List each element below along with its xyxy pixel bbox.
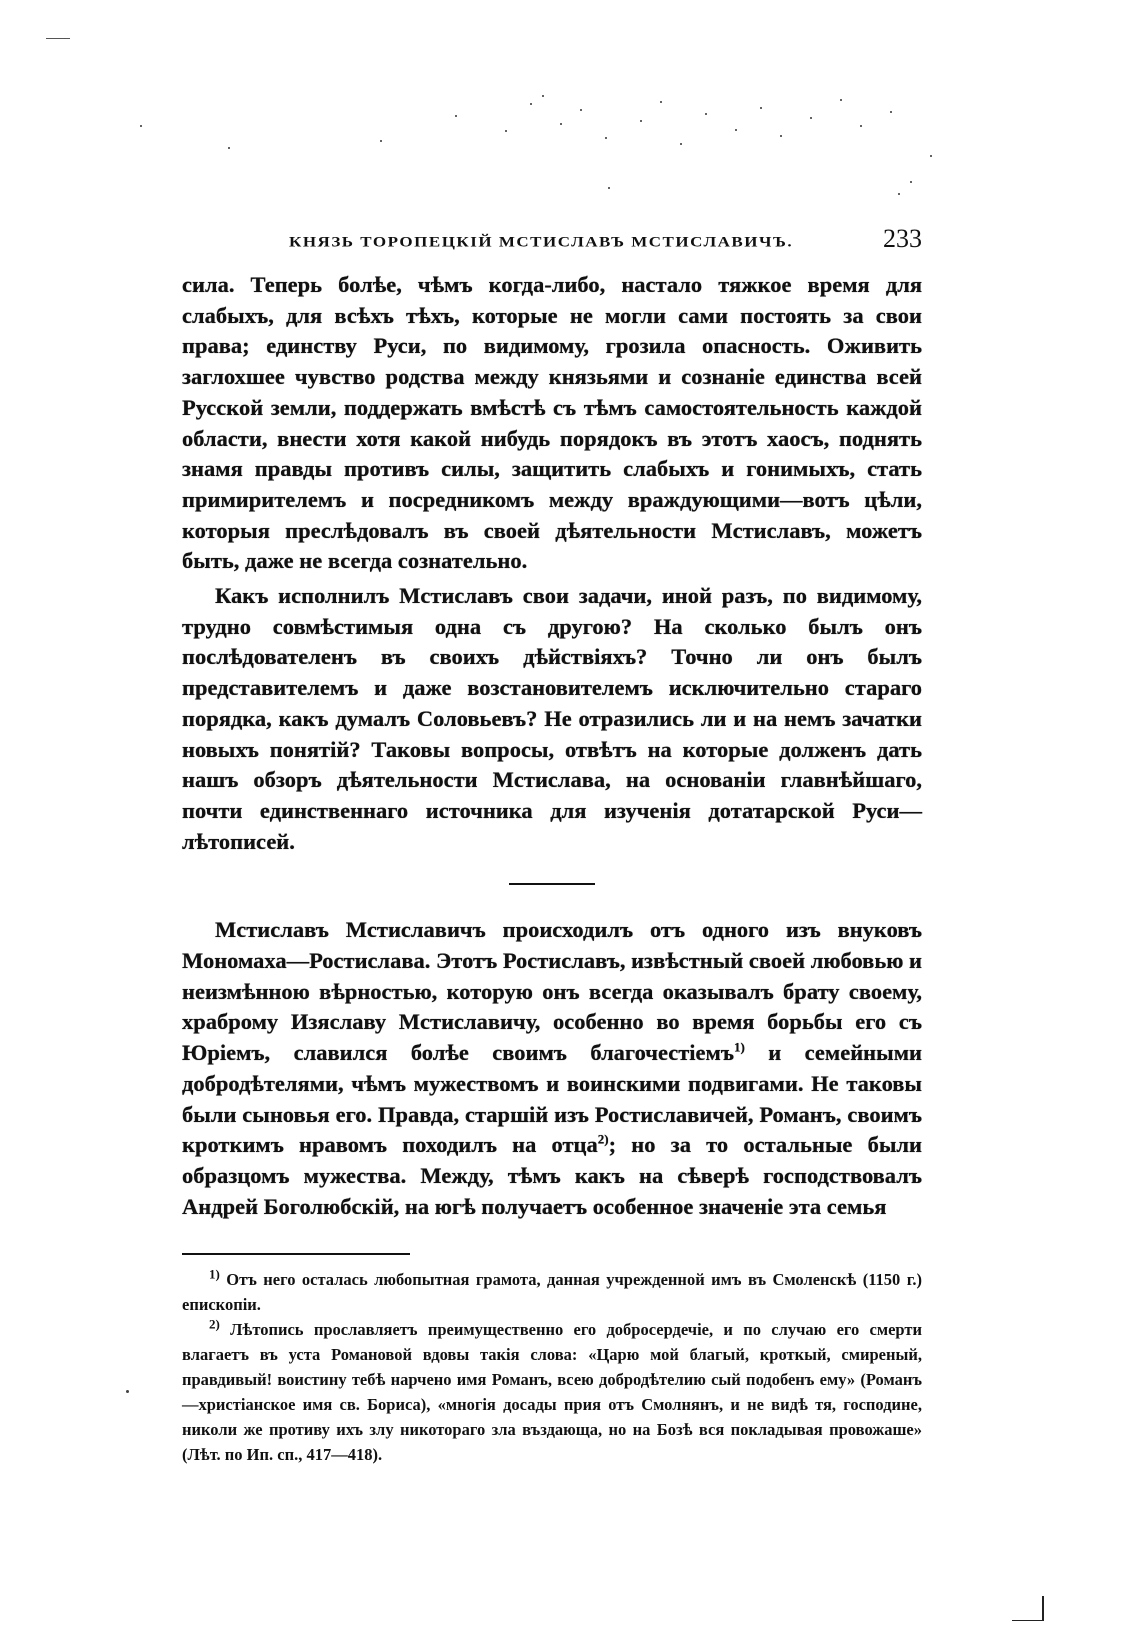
paragraph-2: Какъ исполнилъ Мстиславъ свои задачи, иной разъ, по видимому, трудно совмѣстимыя одна съ другою? На сколько былъ онъ послѣдователенъ въ своихъ дѣйствіяхъ? Точно ли онъ былъ представителемъ и даже возстановителемъ исключительно стараго порядка, какъ думалъ Соловьевъ? Не отразились ли и на немъ зачатки новыхъ понятій? Таковы вопросы, отвѣтъ на которые долженъ дать нашъ обзоръ дѣятельности Мстислава, на основаніи главнѣйшаго, почти единственнаго источника для изученія дотатарской Руси—лѣтописей. <box>182 583 922 854</box>
chapter-title: КНЯЗЬ ТОРОПЕЦКІЙ МСТИСЛАВЪ МСТИСЛАВИЧЪ. <box>289 233 794 250</box>
speck <box>890 111 892 113</box>
speck <box>530 103 532 105</box>
speck <box>840 99 842 101</box>
speck <box>680 143 682 145</box>
running-head <box>182 226 922 262</box>
footnote-marker-2: 2) <box>209 1316 220 1332</box>
speck <box>660 101 662 103</box>
paragraph-1: сила. Теперь болѣе, чѣмъ когда-либо, настало тяжкое время для слабыхъ, для всѣхъ тѣхъ, которые не могли сами постоять за свои права; единству Руси, по видимому, грозила опасность. Оживить заглохшее чувство родства между князьями и сознаніе единства всей Русской земли, поддержать вмѣстѣ съ тѣмъ самостоятельность каждой области, внести хотя какой нибудь порядокъ въ этотъ хаосъ, поднять знамя правды противъ силы, защитить слабыхъ и гонимыхъ, стать примирителемъ и посредникомъ между враждующими—вотъ цѣли, которыя преслѣдовалъ въ своей дѣятельности Мстиславъ, можетъ быть, даже не всегда сознательно. <box>182 272 922 574</box>
speck <box>705 113 707 115</box>
speck <box>455 115 457 117</box>
scan-speck <box>126 1390 129 1393</box>
speck <box>140 125 142 127</box>
paragraph-3-part-2: и семейными добродѣтелями, чѣмъ мужествомъ и воинскими подвигами. Не таковы были сыновья его. Правда, старшій изъ Ростиславичей, Романъ, своимъ кроткимъ нравомъ походилъ на отца <box>182 1040 922 1158</box>
paragraph-3-part-1: Мстиславъ Мстиславичъ происходилъ отъ одного изъ внуковъ Мономаха—Ростислава. Этотъ Ростиславъ, извѣстный своей любовью и неизмѣнною вѣрностью, которую онъ всегда оказывалъ брату своему, храброму Изяславу Мстиславичу, особенно во время борьбы его съ Юріемъ, славился болѣе своимъ благочестіемъ <box>182 917 922 1066</box>
speck <box>580 109 582 111</box>
speck <box>228 147 230 149</box>
footnote-text-2: Лѣтопись прославляетъ преимущественно его добросердечіе, и по случаю его смерти влагаетъ въ уста Романовой вдовы такія слова: «Царю мой благый, кроткый, смиреный, правдивый! воистину тебѣ нарчено имя Романъ, всею добродѣтелию сый подобенъ ему» (Романъ—христіанское имя св. Бориса), «многія досады прия отъ Смолнянъ, и не видѣ тя, господине, николи же противу ихъ злу никотораго зла въздающа, но на Бозѣ вся покладывая провожаше» (Лѣт. по Ип. сп., 417—418). <box>182 1319 922 1464</box>
scan-crop-mark <box>1012 1596 1044 1621</box>
footnote-2 <box>182 1317 922 1467</box>
speck <box>930 155 932 157</box>
paragraph-3 <box>182 915 922 1222</box>
speck <box>910 181 912 183</box>
page-number: 233 <box>883 224 922 253</box>
speck <box>605 137 607 139</box>
footnote-text-1: Отъ него осталась любопытная грамота, данная учрежденной имъ въ Смоленскѣ (1150 г.) епископіи. <box>182 1269 922 1314</box>
speck <box>735 129 737 131</box>
speck <box>760 107 762 109</box>
speck <box>542 95 544 97</box>
scan-specks <box>140 95 980 205</box>
speck <box>505 130 507 132</box>
speck <box>860 125 862 127</box>
speck <box>560 123 562 125</box>
scan-corner-mark <box>46 38 70 39</box>
speck <box>380 140 382 142</box>
speck <box>640 120 642 122</box>
paragraph-3-part-3: ; но за то остальные были образцомъ мужества. Между, тѣмъ какъ на сѣверѣ господствовалъ Андрей Боголюбскій, на югѣ получаетъ особенное значеніе эта семья <box>182 1132 922 1219</box>
speck <box>810 117 812 119</box>
speck <box>898 193 900 195</box>
footnote-1 <box>182 1267 922 1317</box>
footnote-marker-1: 1) <box>209 1266 220 1282</box>
footnote-ref-2: 2) <box>597 1131 609 1147</box>
book-page <box>182 226 922 1467</box>
speck <box>780 135 782 137</box>
footnote-rule <box>182 1253 410 1255</box>
section-divider <box>509 883 595 885</box>
speck <box>608 187 610 189</box>
footnote-ref-1: 1) <box>733 1039 745 1055</box>
